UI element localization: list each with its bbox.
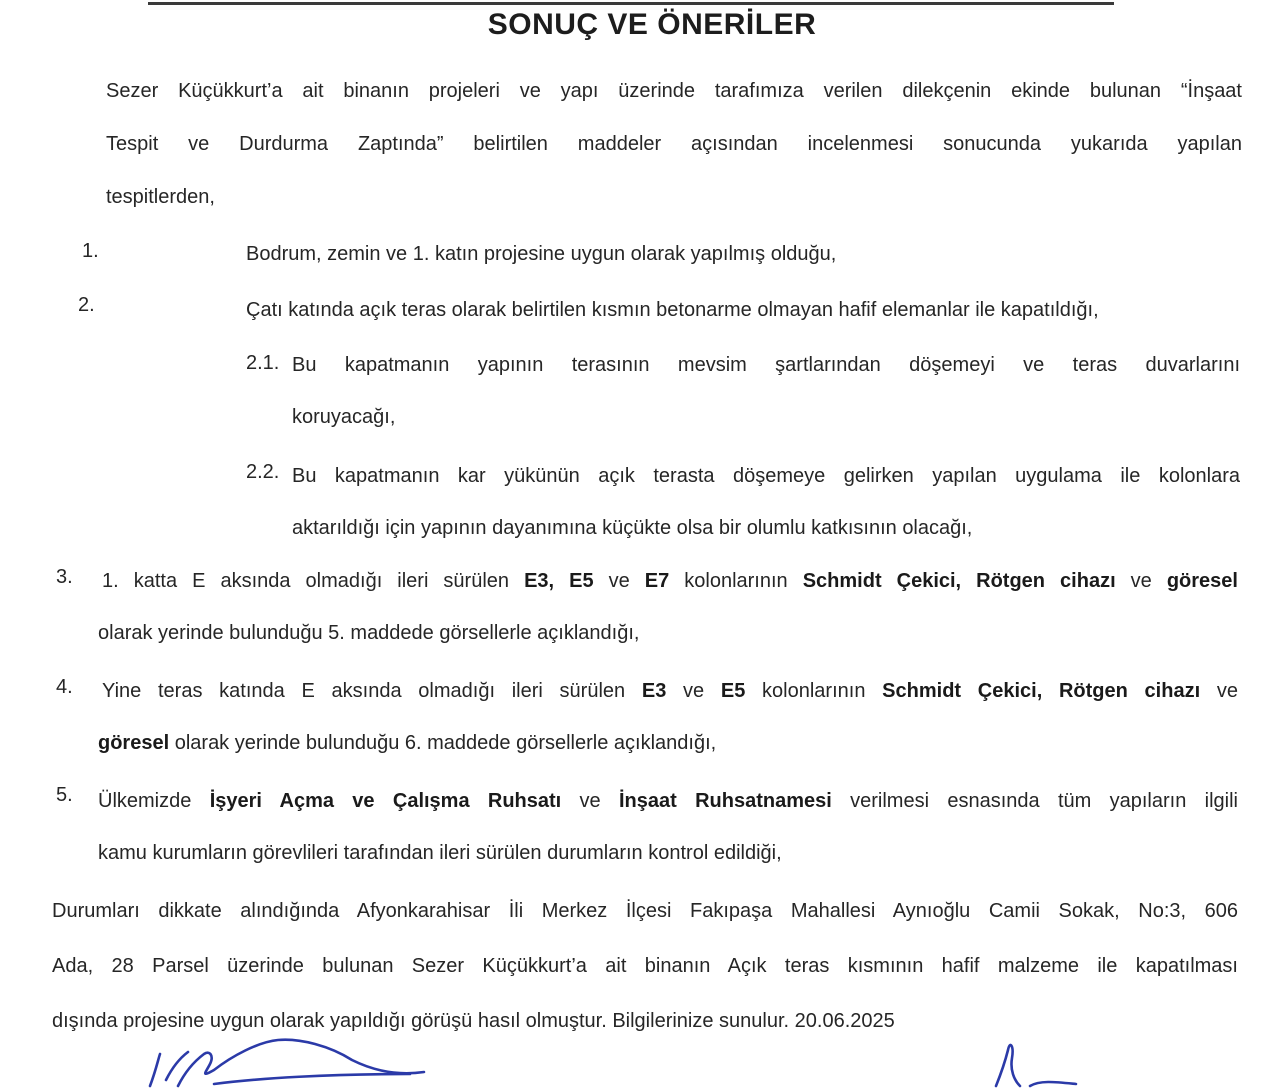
item-3-methods-bold: Schmidt Çekici, Rötgen cihazı [802,570,1116,592]
item-4-text-part: ve [666,680,721,702]
item-3-number: 3. [56,566,73,588]
item-2-text: Çatı katında açık teras olarak belirtilen kısmın betonarme olmayan hafif elemanlar ile kapatıldığı, [246,299,1099,321]
item-1-text: Bodrum, zemin ve 1. katın projesine uygun olarak yapılmış olduğu, [246,243,837,265]
item-2-2-number: 2.2. [246,461,280,483]
signature-left [150,1040,424,1086]
item-5-license-bold: İşyeri Açma ve Çalışma Ruhsatı [209,790,562,812]
intro-line-3: tespitlerden, [106,186,215,208]
item-5-text-part: Ülkemizde [98,790,210,812]
item-3-text-part: kolonlarının [669,570,803,592]
item-2-number: 2. [78,294,95,316]
item-3-text-part: 1. katta E aksında olmadığı ileri sürülen [102,570,525,592]
signature-right [996,1045,1076,1086]
signature-left-underline [214,1074,410,1084]
top-rule [148,2,1114,5]
item-4-methods-bold: Schmidt Çekici, Rötgen cihazı [882,680,1201,702]
item-4-line-1 [102,680,1238,703]
item-4-line-2 [98,732,716,755]
item-2-2-line-1: Bu kapatmanın kar yükünün açık terasta döşemeye gelirken yapılan uygulama ile kolonlara [292,465,1240,487]
intro-line-1: Sezer Küçükkurt’a ait binanın projeleri ve yapı üzerinde tarafımıza verilen dilekçenin ekinde bulunan “İnşaat [106,80,1242,102]
item-5-text-part: verilmesi esnasında tüm yapıların ilgili [831,790,1238,812]
item-1-number: 1. [82,240,99,262]
item-3-line-1 [102,570,1238,593]
item-4-column-bold: E5 [720,680,746,702]
item-3-text-part: ve [1115,570,1167,592]
item-3-text-part: ve [593,570,645,592]
item-3-visual-bold: göresel [1166,570,1238,592]
item-4-text-part: Yine teras katında E aksında olmadığı ileri sürülen [102,680,642,702]
item-5-line-2: kamu kurumların görevlileri tarafından ileri sürülen durumların kontrol edildiği, [98,842,782,864]
item-2-1-number: 2.1. [246,352,280,374]
item-4-column-bold: E3 [641,680,667,702]
item-5-text-part: ve [561,790,619,812]
document-title: SONUÇ VE ÖNERİLER [487,8,817,41]
conclusion-line-3: dışında projesine uygun olarak yapıldığı görüşü hasıl olmuştur. Bilgilerinize sunulur. 20.06.2025 [52,1010,895,1032]
item-2-1-line-1: Bu kapatmanın yapının terasının mevsim şartlarından döşemeyi ve teras duvarlarını [292,354,1240,376]
item-3-columns-bold: E3, E5 [524,570,594,592]
item-5-line-1 [98,790,1238,813]
conclusion-line-1: Durumları dikkate alındığında Afyonkarahisar İli Merkez İlçesi Fakıpaşa Mahallesi Aynıoğlu Camii Sokak, No:3, 606 [52,900,1238,922]
item-2-2-line-2: aktarıldığı için yapının dayanımına küçükte olsa bir olumlu katkısının olacağı, [292,517,973,539]
item-5-permit-bold: İnşaat Ruhsatnamesi [619,790,832,812]
item-4-text-part: ve [1200,680,1238,702]
signatures [0,1030,1280,1088]
item-4-visual-bold: göresel [98,732,170,754]
item-3-column-bold: E7 [644,570,670,592]
item-4-text-part: olarak yerinde bulunduğu 6. maddede görsellerle açıklandığı, [169,732,717,754]
item-4-text-part: kolonlarının [745,680,883,702]
item-5-number: 5. [56,784,73,806]
item-3-line-2: olarak yerinde bulunduğu 5. maddede görsellerle açıklandığı, [98,622,640,644]
item-4-number: 4. [56,676,73,698]
item-2-1-line-2: koruyacağı, [292,406,396,428]
intro-line-2: Tespit ve Durdurma Zaptında” belirtilen maddeler açısından incelenmesi sonucunda yukarıda yapılan [106,133,1242,155]
conclusion-line-2: Ada, 28 Parsel üzerinde bulunan Sezer Küçükkurt’a ait binanın Açık teras kısmının hafif malzeme ile kapatılması [52,955,1238,977]
